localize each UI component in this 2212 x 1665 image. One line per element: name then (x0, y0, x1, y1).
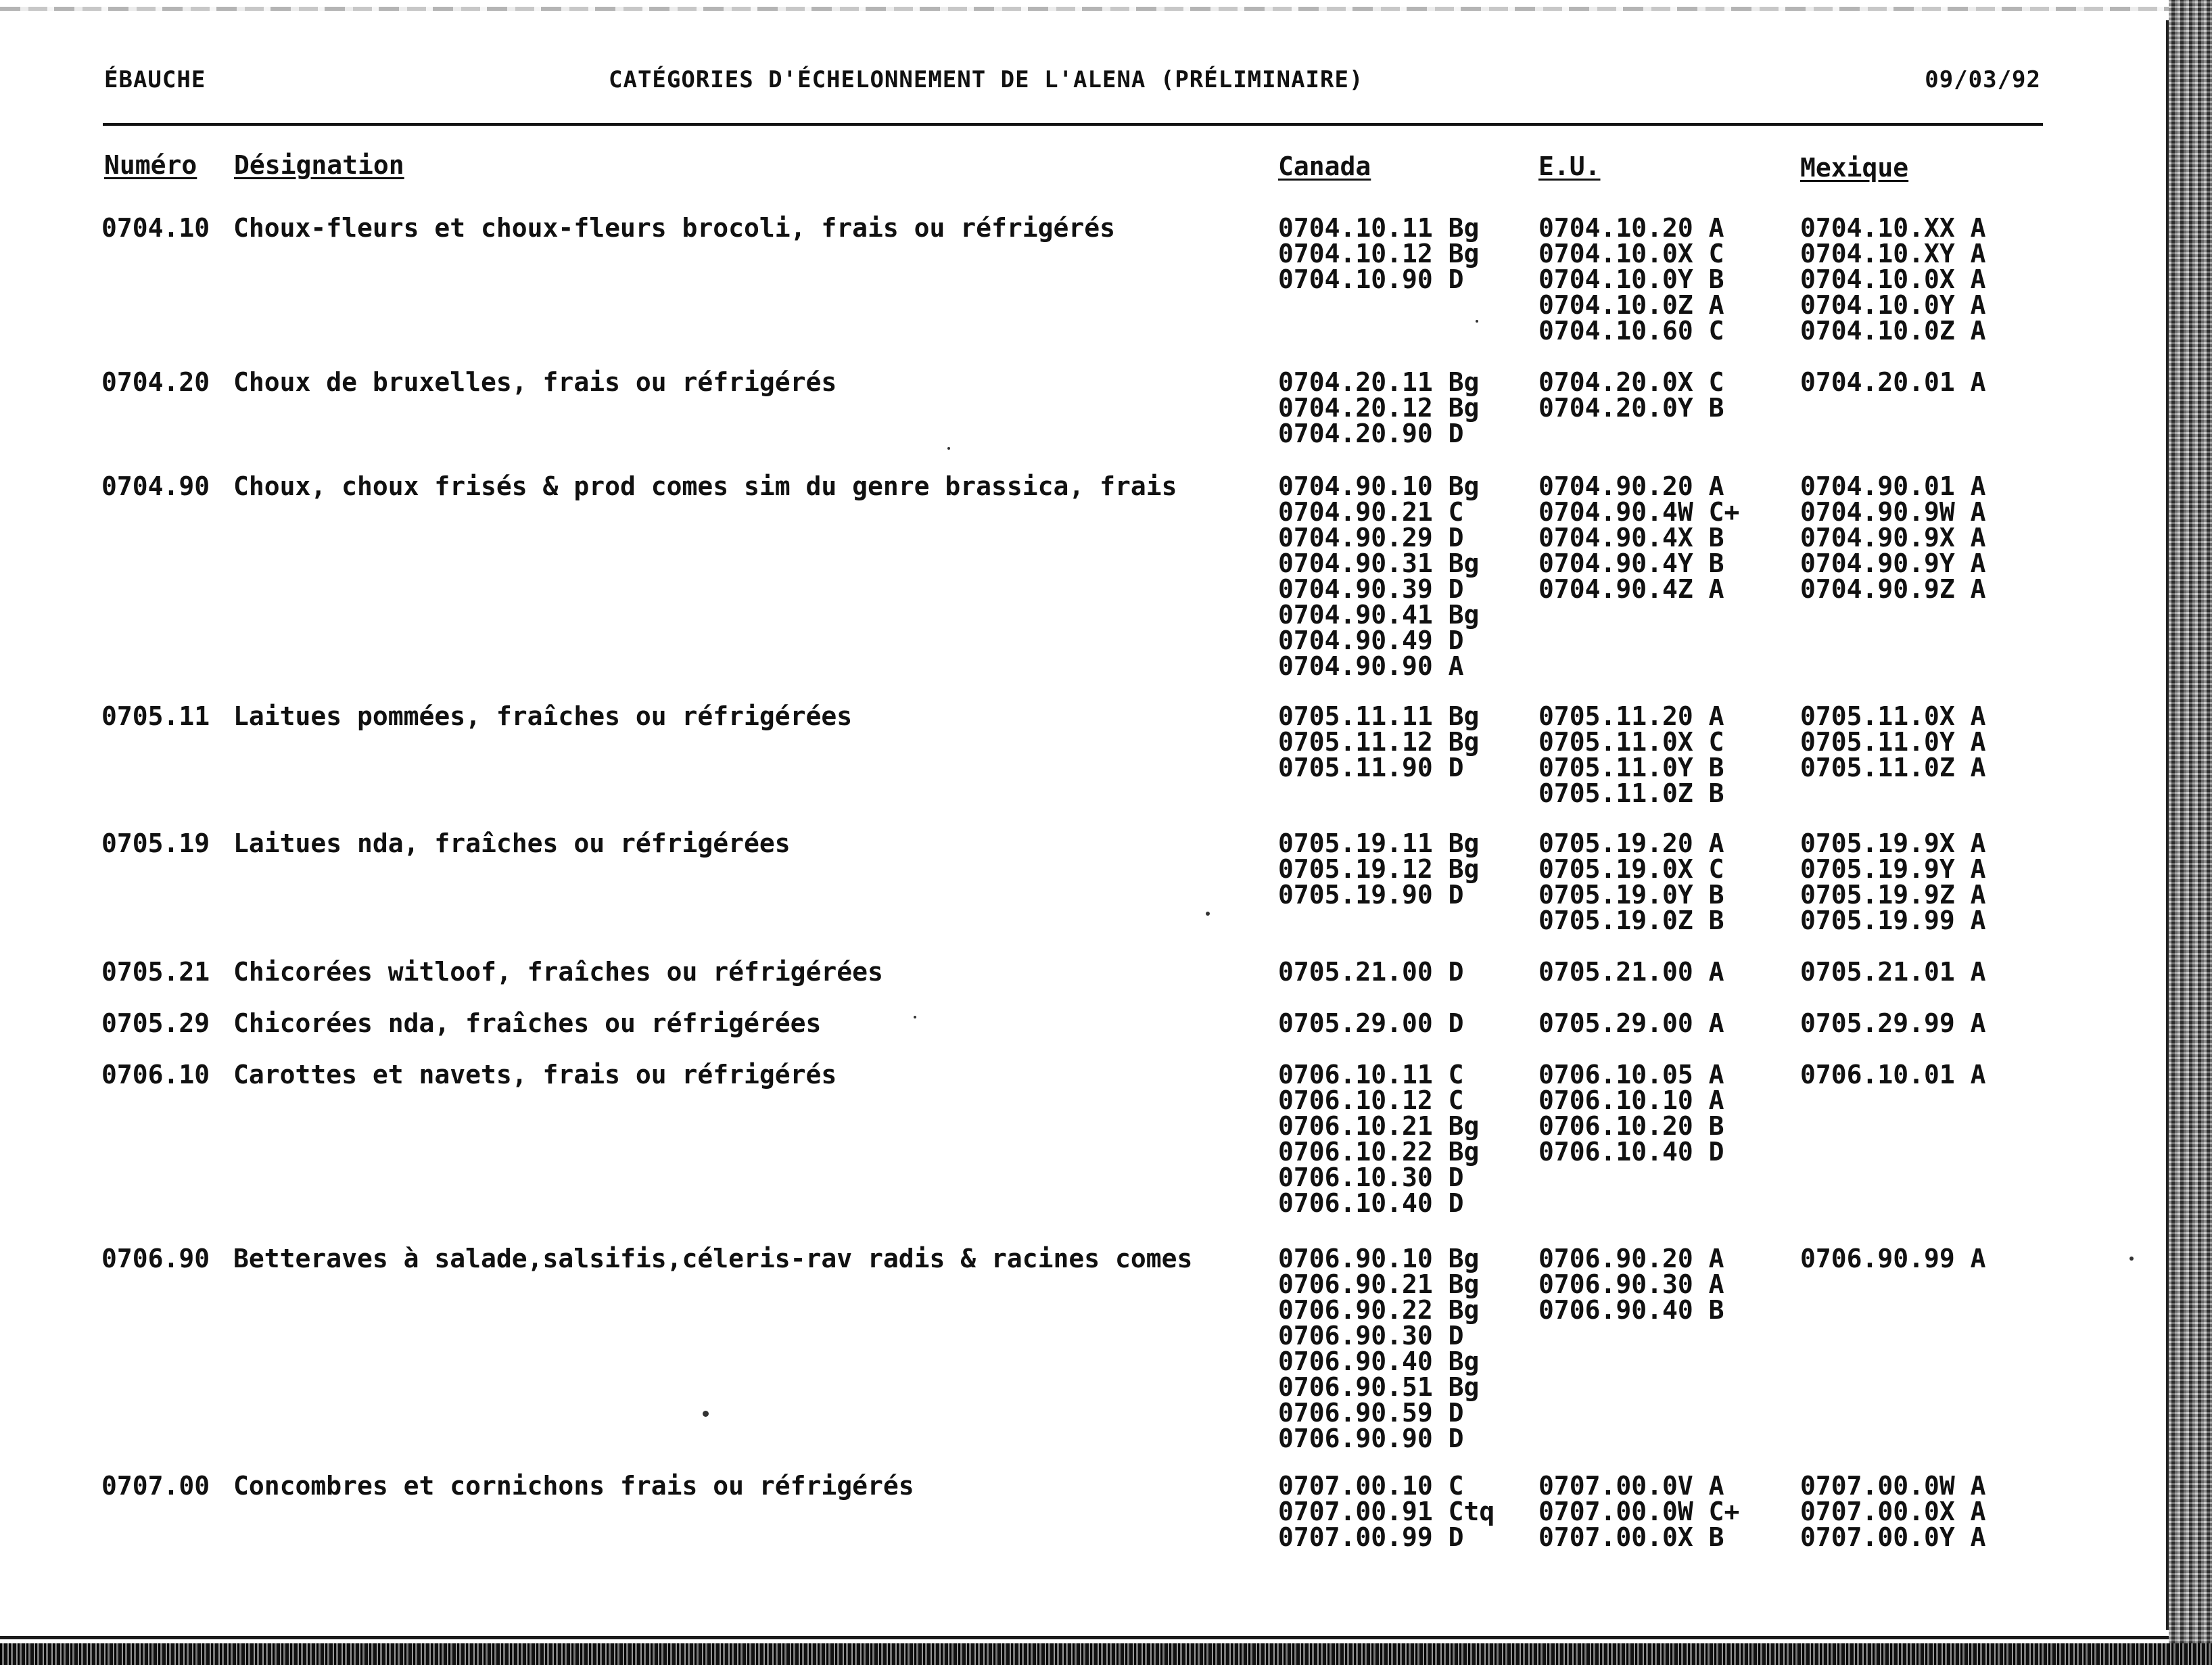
staging-code: 0705.29.00 A (1538, 1008, 1724, 1038)
scan-bottom-border (0, 1636, 2169, 1639)
staging-code: 0706.90.40 B (1538, 1295, 1724, 1325)
eu-codes (1538, 1246, 1724, 1323)
eu-codes (1538, 830, 1724, 933)
staging-code: 0706.90.30 D (1278, 1321, 1464, 1351)
staging-code: 0705.29.00 D (1278, 1008, 1464, 1038)
tariff-number: 0705.21 (101, 957, 210, 987)
mexique-codes (1800, 1246, 1986, 1271)
staging-code: 0706.90.59 D (1278, 1398, 1464, 1428)
staging-code: 0704.90.9X A (1800, 523, 1986, 553)
staging-code: 0705.11.0Y B (1538, 753, 1724, 782)
staging-code: 0707.00.0Y A (1800, 1522, 1986, 1552)
staging-code: 0704.90.9Z A (1800, 574, 1986, 604)
tariff-number: 0704.10 (101, 213, 210, 243)
scan-bottom-edge (0, 1643, 2212, 1665)
product-designation: Laitues pommées, fraîches ou réfrigérées (233, 701, 853, 731)
staging-code: 0706.10.10 A (1538, 1085, 1724, 1115)
mexique-codes (1800, 215, 1986, 344)
staging-code: 0706.90.22 Bg (1278, 1295, 1480, 1325)
product-designation: Laitues nda, fraîches ou réfrigérées (233, 828, 791, 858)
staging-code: 0704.10.XX A (1800, 213, 1986, 243)
canada-codes (1278, 1246, 1479, 1451)
staging-code: 0704.10.0Y A (1800, 290, 1986, 320)
staging-code: 0704.90.4X B (1538, 523, 1724, 553)
staging-code: 0704.90.41 Bg (1278, 600, 1480, 630)
tariff-number: 0704.90 (101, 471, 210, 501)
staging-code: 0704.10.60 C (1538, 316, 1724, 346)
scan-speck (947, 447, 950, 450)
staging-code: 0706.90.10 Bg (1278, 1244, 1480, 1273)
staging-code: 0704.90.4Y B (1538, 548, 1724, 578)
tariff-number: 0705.19 (101, 828, 210, 858)
tariff-number: 0707.00 (101, 1471, 210, 1501)
staging-code: 0704.90.39 D (1278, 574, 1464, 604)
product-designation: Chicorées nda, fraîches ou réfrigérées (233, 1008, 822, 1038)
staging-code: 0705.11.0Y A (1800, 727, 1986, 757)
staging-code: 0704.90.4W C+ (1538, 497, 1740, 527)
staging-code: 0707.00.99 D (1278, 1522, 1464, 1552)
staging-code: 0704.10.12 Bg (1278, 239, 1480, 268)
staging-code: 0704.20.01 A (1800, 367, 1986, 397)
staging-code: 0705.11.0X C (1538, 727, 1724, 757)
mexique-codes (1800, 1010, 1986, 1036)
draft-label: ÉBAUCHE (104, 66, 206, 93)
staging-code: 0705.19.99 A (1800, 906, 1986, 935)
tariff-number: 0705.11 (101, 701, 210, 731)
tariff-number: 0706.10 (101, 1060, 210, 1089)
staging-code: 0704.10.0X A (1800, 264, 1986, 294)
canada-codes (1278, 959, 1464, 985)
staging-code: 0704.90.9W A (1800, 497, 1986, 527)
staging-code: 0705.21.00 D (1278, 957, 1464, 987)
staging-code: 0706.10.40 D (1278, 1188, 1464, 1218)
staging-code: 0705.19.9Y A (1800, 854, 1986, 884)
staging-code: 0705.11.90 D (1278, 753, 1464, 782)
staging-code: 0705.19.12 Bg (1278, 854, 1480, 884)
eu-codes (1538, 473, 1739, 602)
staging-code: 0704.10.0Z A (1538, 290, 1724, 320)
staging-code: 0707.00.0W C+ (1538, 1497, 1740, 1526)
product-designation: Chicorées witloof, fraîches ou réfrigérées (233, 957, 883, 987)
canada-codes (1278, 1473, 1495, 1550)
staging-code: 0706.10.05 A (1538, 1060, 1724, 1089)
staging-code: 0706.90.21 Bg (1278, 1269, 1480, 1299)
staging-code: 0706.90.99 A (1800, 1244, 1986, 1273)
canada-codes (1278, 1062, 1479, 1216)
staging-code: 0705.19.0Y B (1538, 880, 1724, 910)
scan-speck (914, 1016, 916, 1018)
staging-code: 0706.90.51 Bg (1278, 1372, 1480, 1402)
staging-code: 0705.19.0Z B (1538, 906, 1724, 935)
staging-code: 0707.00.10 C (1278, 1471, 1464, 1501)
staging-code: 0704.10.11 Bg (1278, 213, 1480, 243)
staging-code: 0707.00.0W A (1800, 1471, 1986, 1501)
mexique-codes (1800, 703, 1986, 780)
staging-code: 0704.90.21 C (1278, 497, 1464, 527)
staging-code: 0705.11.12 Bg (1278, 727, 1480, 757)
product-designation: Choux de bruxelles, frais ou réfrigérés (233, 367, 837, 397)
staging-code: 0704.20.0X C (1538, 367, 1724, 397)
product-designation: Concombres et cornichons frais ou réfrigérés (233, 1471, 914, 1501)
eu-codes (1538, 215, 1724, 344)
tariff-number: 0706.90 (101, 1244, 210, 1273)
canada-codes (1278, 830, 1479, 908)
staging-code: 0704.90.31 Bg (1278, 548, 1480, 578)
document-date: 09/03/92 (1925, 66, 2041, 93)
staging-code: 0706.10.30 D (1278, 1163, 1464, 1192)
scan-top-edge (0, 7, 2212, 11)
column-header-canada: Canada (1278, 151, 1371, 181)
staging-code: 0705.11.20 A (1538, 701, 1724, 731)
column-header-eu: E.U. (1538, 151, 1601, 181)
document-title: CATÉGORIES D'ÉCHELONNEMENT DE L'ALENA (PRÉLIMINAIRE) (609, 66, 1364, 93)
staging-code: 0706.10.11 C (1278, 1060, 1464, 1089)
staging-code: 0706.10.21 Bg (1278, 1111, 1480, 1141)
staging-code: 0705.21.01 A (1800, 957, 1986, 987)
staging-code: 0705.11.0Z B (1538, 778, 1724, 808)
staging-code: 0707.00.0V A (1538, 1471, 1724, 1501)
staging-code: 0704.90.9Y A (1800, 548, 1986, 578)
mexique-codes (1800, 473, 1986, 602)
staging-code: 0705.19.90 D (1278, 880, 1464, 910)
staging-code: 0704.20.12 Bg (1278, 393, 1480, 423)
mexique-codes (1800, 369, 1986, 395)
scan-right-edge (2169, 0, 2212, 1665)
staging-code: 0705.11.11 Bg (1278, 701, 1480, 731)
mexique-codes (1800, 1062, 1986, 1087)
staging-code: 0704.90.49 D (1278, 626, 1464, 655)
eu-codes (1538, 959, 1724, 985)
staging-code: 0705.19.11 Bg (1278, 828, 1480, 858)
scan-speck (2129, 1257, 2134, 1261)
staging-code: 0705.11.0X A (1800, 701, 1986, 731)
product-designation: Choux, choux frisés & prod comes sim du genre brassica, frais (233, 471, 1177, 501)
staging-code: 0706.90.40 Bg (1278, 1346, 1480, 1376)
staging-code: 0704.20.0Y B (1538, 393, 1724, 423)
staging-code: 0704.90.29 D (1278, 523, 1464, 553)
staging-code: 0705.21.00 A (1538, 957, 1724, 987)
staging-code: 0705.11.0Z A (1800, 753, 1986, 782)
eu-codes (1538, 1062, 1724, 1165)
canada-codes (1278, 369, 1479, 446)
staging-code: 0706.10.22 Bg (1278, 1137, 1480, 1167)
column-header-mexique: Mexique (1800, 153, 1909, 183)
column-header-numero: Numéro (104, 150, 197, 180)
canada-codes (1278, 215, 1479, 292)
mexique-codes (1800, 959, 1986, 985)
staging-code: 0706.90.20 A (1538, 1244, 1724, 1273)
staging-code: 0704.90.01 A (1800, 471, 1986, 501)
scan-speck (1476, 320, 1478, 323)
tariff-number: 0705.29 (101, 1008, 210, 1038)
scan-speck (1206, 912, 1210, 916)
staging-code: 0705.19.9X A (1800, 828, 1986, 858)
staging-code: 0704.90.20 A (1538, 471, 1724, 501)
eu-codes (1538, 369, 1724, 421)
canada-codes (1278, 1010, 1464, 1036)
staging-code: 0706.90.30 A (1538, 1269, 1724, 1299)
staging-code: 0704.10.0Y B (1538, 264, 1724, 294)
staging-code: 0705.19.0X C (1538, 854, 1724, 884)
product-designation: Carottes et navets, frais ou réfrigérés (233, 1060, 837, 1089)
eu-codes (1538, 703, 1724, 806)
staging-code: 0704.90.4Z A (1538, 574, 1724, 604)
staging-code: 0704.90.90 A (1278, 651, 1464, 681)
staging-code: 0704.90.10 Bg (1278, 471, 1480, 501)
eu-codes (1538, 1010, 1724, 1036)
mexique-codes (1800, 830, 1986, 933)
staging-code: 0706.10.20 B (1538, 1111, 1724, 1141)
canada-codes (1278, 703, 1479, 780)
staging-code: 0706.90.90 D (1278, 1424, 1464, 1453)
staging-code: 0704.20.11 Bg (1278, 367, 1480, 397)
staging-code: 0706.10.40 D (1538, 1137, 1724, 1167)
staging-code: 0705.29.99 A (1800, 1008, 1986, 1038)
scan-speck (703, 1411, 709, 1417)
staging-code: 0704.10.20 A (1538, 213, 1724, 243)
staging-code: 0704.10.0X C (1538, 239, 1724, 268)
canada-codes (1278, 473, 1479, 679)
staging-code: 0706.10.01 A (1800, 1060, 1986, 1089)
staging-code: 0707.00.0X A (1800, 1497, 1986, 1526)
staging-code: 0706.10.12 C (1278, 1085, 1464, 1115)
column-header-designation: Désignation (234, 150, 404, 180)
product-designation: Betteraves à salade,salsifis,céleris-rav radis & racines comes (233, 1244, 1193, 1273)
staging-code: 0705.19.9Z A (1800, 880, 1986, 910)
staging-code: 0707.00.91 Ctq (1278, 1497, 1495, 1526)
product-designation: Choux-fleurs et choux-fleurs brocoli, frais ou réfrigérés (233, 213, 1116, 243)
mexique-codes (1800, 1473, 1986, 1550)
tariff-number: 0704.20 (101, 367, 210, 397)
staging-code: 0704.10.XY A (1800, 239, 1986, 268)
staging-code: 0705.19.20 A (1538, 828, 1724, 858)
staging-code: 0704.10.90 D (1278, 264, 1464, 294)
header-rule (103, 123, 2043, 126)
staging-code: 0707.00.0X B (1538, 1522, 1724, 1552)
staging-code: 0704.10.0Z A (1800, 316, 1986, 346)
staging-code: 0704.20.90 D (1278, 419, 1464, 448)
eu-codes (1538, 1473, 1739, 1550)
